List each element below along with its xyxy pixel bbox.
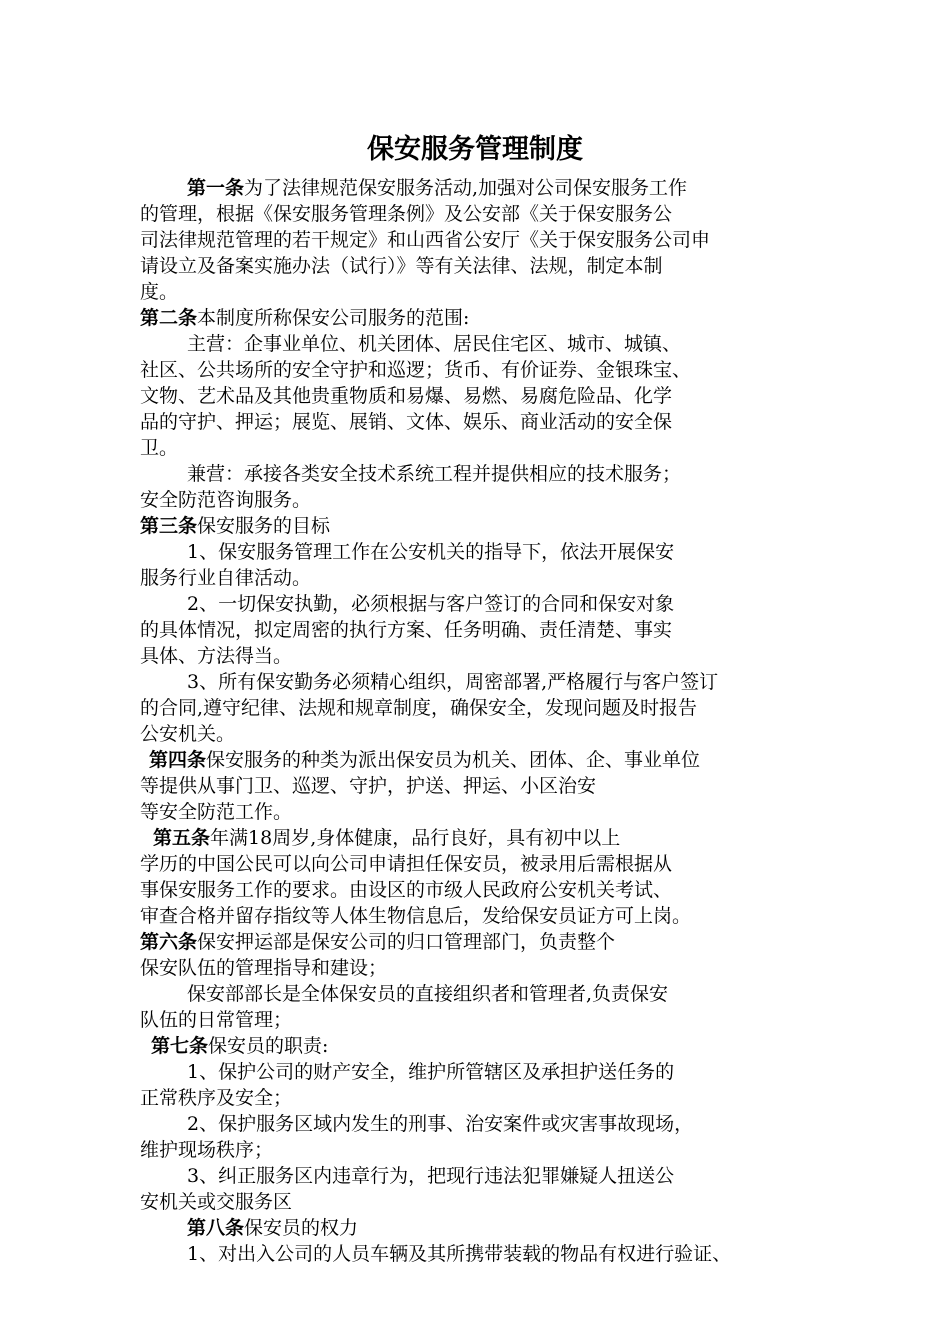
- line-text: 本制度所称保安公司服务的范围:: [197, 307, 470, 329]
- line-text: 事保安服务工作的要求。由设区的市级人民政府公安机关考试、: [140, 879, 673, 901]
- article-number: 第四条: [149, 749, 207, 771]
- line-text: 安全防范咨询服务。: [140, 489, 312, 511]
- article-heading-line: [149, 747, 700, 773]
- line-text: 3、纠正服务区内违章行为，把现行违法犯罪嫌疑人扭送公: [187, 1165, 675, 1187]
- line-text: 文物、艺术品及其他贵重物质和易爆、易燃、易腐危险品、化学: [140, 385, 673, 407]
- line-text: 保安服务的种类为派出保安员为机关、团体、企、事业单位: [206, 749, 701, 771]
- text-line: [140, 773, 596, 799]
- text-line: [140, 1007, 292, 1033]
- text-line: [187, 981, 668, 1007]
- line-text: 年满18周岁,身体健康，品行良好，具有初中以上: [210, 827, 621, 849]
- text-line: [140, 877, 672, 903]
- line-text: 学历的中国公民可以向公司申请担任保安员，被录用后需根据从: [140, 853, 673, 875]
- line-text: 度。: [140, 281, 179, 303]
- line-text: 等安全防范工作。: [140, 801, 293, 823]
- text-line: [187, 461, 681, 487]
- line-text: 正常秩序及安全；: [140, 1087, 293, 1109]
- line-text: 的合同,遵守纪律、法规和规章制度，确保安全，发现问题及时报告: [140, 697, 698, 719]
- text-line: [140, 227, 710, 253]
- article-number: 第五条: [153, 827, 211, 849]
- text-line: [187, 331, 681, 357]
- article-number: 第三条: [140, 515, 198, 537]
- article-number: 第六条: [140, 931, 198, 953]
- line-text: 2、一切保安执勤，必须根据与客户签订的合同和保安对象: [187, 593, 675, 615]
- text-line: [140, 253, 663, 279]
- text-line: [140, 383, 672, 409]
- line-text: 的具体情况，拟定周密的执行方案、任务明确、责任清楚、事实: [140, 619, 673, 641]
- text-line: [140, 955, 387, 981]
- text-line: [140, 695, 697, 721]
- line-text: 公安机关。: [140, 723, 236, 745]
- text-line: [187, 1163, 674, 1189]
- line-text: 保安员的权力: [244, 1217, 359, 1239]
- article-heading-line: [151, 1033, 328, 1059]
- text-line: [140, 487, 311, 513]
- article-heading-line: [187, 1215, 358, 1241]
- line-text: 主营：企事业单位、机关团体、居民住宅区、城市、城镇、: [187, 333, 682, 355]
- line-text: 3、所有保安勤务必须精心组织，周密部署,严格履行与客户签订: [187, 671, 719, 693]
- text-line: [140, 1137, 273, 1163]
- article-number: 第一条: [187, 177, 245, 199]
- line-text: 1、保安服务管理工作在公安机关的指导下，依法开展保安: [187, 541, 675, 563]
- text-line: [140, 435, 178, 461]
- line-text: 保安押运部是保安公司的归口管理部门，负责整个: [197, 931, 616, 953]
- line-text: 具体、方法得当。: [140, 645, 293, 667]
- article-heading-line: [140, 513, 330, 539]
- text-line: [140, 1085, 292, 1111]
- line-text: 为了法律规范保安服务活动,加强对公司保安服务工作: [244, 177, 688, 199]
- text-line: [140, 357, 691, 383]
- text-line: [140, 1189, 292, 1215]
- text-line: [187, 591, 674, 617]
- line-text: 卫。: [140, 437, 179, 459]
- article-number: 第七条: [151, 1035, 209, 1057]
- text-line: [140, 565, 311, 591]
- line-text: 保安员的职责:: [208, 1035, 329, 1057]
- line-text: 1、保护公司的财产安全，维护所管辖区及承担护送任务的: [187, 1061, 675, 1083]
- line-text: 审查合格并留存指纹等人体生物信息后，发给保安员证方可上岗。: [140, 905, 692, 927]
- line-text: 保安部部长是全体保安员的直接组织者和管理者,负责保安: [187, 983, 669, 1005]
- article-number: 第二条: [140, 307, 198, 329]
- line-text: 司法律规范管理的若干规定》和山西省公安厅《关于保安服务公司申: [140, 229, 711, 251]
- text-line: [187, 1059, 674, 1085]
- text-line: [140, 721, 235, 747]
- line-text: 品的守护、押运；展览、展销、文体、娱乐、商业活动的安全保: [140, 411, 673, 433]
- article-number: 第八条: [187, 1217, 245, 1239]
- line-text: 社区、公共场所的安全守护和巡逻；货币、有价证券、金银珠宝、: [140, 359, 692, 381]
- line-text: 保安服务的目标: [197, 515, 331, 537]
- text-line: [140, 903, 691, 929]
- line-text: 1、对出入公司的人员车辆及其所携带装载的物品有权进行验证、: [187, 1243, 732, 1265]
- text-line: [140, 799, 292, 825]
- line-text: 等提供从事门卫、巡逻、守护，护送、押运、小区治安: [140, 775, 597, 797]
- text-line: [140, 851, 672, 877]
- line-text: 兼营：承接各类安全技术系统工程并提供相应的技术服务；: [187, 463, 682, 485]
- line-text: 安机关或交服务区: [140, 1191, 293, 1213]
- document-title: 保安服务管理制度: [367, 134, 583, 165]
- line-text: 的管理，根据《保安服务管理条例》及公安部《关于保安服务公: [140, 203, 673, 225]
- text-line: [187, 1111, 693, 1137]
- article-heading-line: [187, 175, 687, 201]
- line-text: 队伍的日常管理；: [140, 1009, 293, 1031]
- text-line: [187, 1241, 731, 1267]
- line-text: 服务行业自律活动。: [140, 567, 312, 589]
- article-heading-line: [153, 825, 620, 851]
- text-line: [140, 409, 672, 435]
- text-line: [140, 643, 292, 669]
- article-heading-line: [140, 929, 615, 955]
- line-text: 保安队伍的管理指导和建设；: [140, 957, 388, 979]
- text-line: [187, 669, 718, 695]
- text-line: [140, 279, 178, 305]
- text-line: [140, 201, 672, 227]
- article-heading-line: [140, 305, 469, 331]
- line-text: 2、保护服务区域内发生的刑事、治安案件或灾害事故现场，: [187, 1113, 694, 1135]
- text-line: [140, 617, 672, 643]
- line-text: 请设立及备案实施办法（试行）》等有关法律、法规，制定本制: [140, 255, 663, 277]
- line-text: 维护现场秩序；: [140, 1139, 274, 1161]
- text-line: [187, 539, 674, 565]
